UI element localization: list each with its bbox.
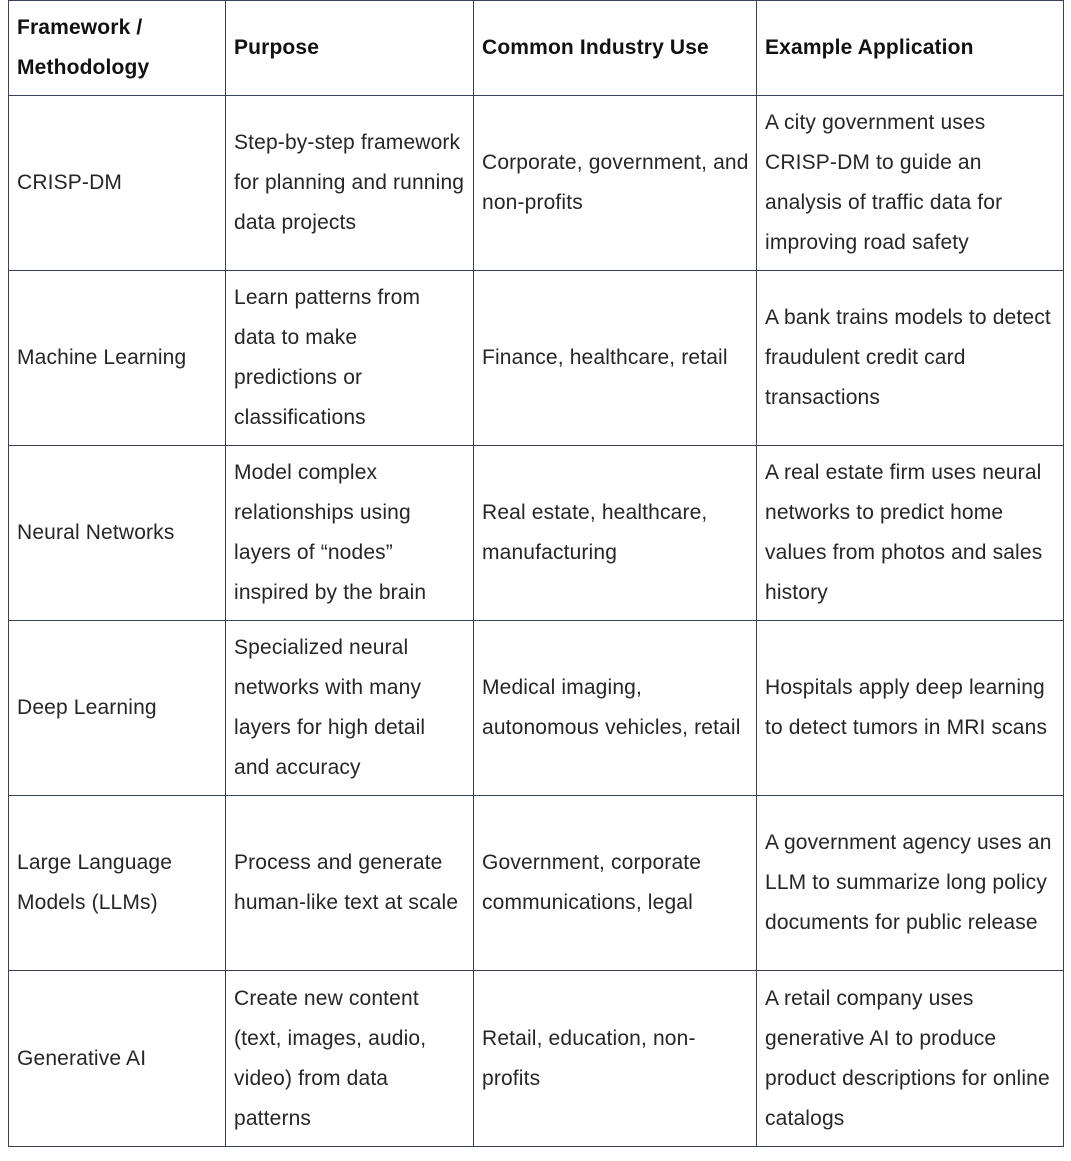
cell-industry-use: Retail, education, non-profits [474,971,757,1147]
header-row [9,1,1064,96]
table-row [9,621,1064,796]
cell-example-application: Hospitals apply deep learning to detect tumors in MRI scans [757,621,1064,796]
table-row [9,446,1064,621]
table-body [9,96,1064,1147]
cell-purpose: Create new content (text, images, audio, video) from data patterns [226,971,474,1147]
frameworks-table [8,0,1064,1147]
cell-industry-use: Medical imaging, autonomous vehicles, retail [474,621,757,796]
cell-framework: CRISP-DM [9,96,226,271]
cell-example-application: A government agency uses an LLM to summarize long policy documents for public release [757,796,1064,971]
cell-purpose: Step-by-step framework for planning and running data projects [226,96,474,271]
cell-purpose: Learn patterns from data to make predictions or classifications [226,271,474,446]
cell-example-application: A retail company uses generative AI to produce product descriptions for online catalogs [757,971,1064,1147]
header-framework: Framework / Methodology [9,1,226,96]
cell-example-application: A city government uses CRISP-DM to guide an analysis of traffic data for improving road safety [757,96,1064,271]
header-example-application: Example Application [757,1,1064,96]
cell-industry-use: Finance, healthcare, retail [474,271,757,446]
cell-framework: Neural Networks [9,446,226,621]
cell-industry-use: Real estate, healthcare, manufacturing [474,446,757,621]
table-row [9,96,1064,271]
header-industry-use: Common Industry Use [474,1,757,96]
cell-example-application: A bank trains models to detect fraudulent credit card transactions [757,271,1064,446]
table-row [9,271,1064,446]
cell-framework: Machine Learning [9,271,226,446]
table-row [9,971,1064,1147]
cell-framework: Deep Learning [9,621,226,796]
cell-industry-use: Corporate, government, and non-profits [474,96,757,271]
table-header [9,1,1064,96]
cell-framework: Large Language Models (LLMs) [9,796,226,971]
cell-purpose: Process and generate human-like text at scale [226,796,474,971]
header-purpose: Purpose [226,1,474,96]
cell-framework: Generative AI [9,971,226,1147]
cell-industry-use: Government, corporate communications, legal [474,796,757,971]
table-row [9,796,1064,971]
cell-purpose: Model complex relationships using layers of “nodes” inspired by the brain [226,446,474,621]
cell-purpose: Specialized neural networks with many layers for high detail and accuracy [226,621,474,796]
cell-example-application: A real estate firm uses neural networks to predict home values from photos and sales history [757,446,1064,621]
